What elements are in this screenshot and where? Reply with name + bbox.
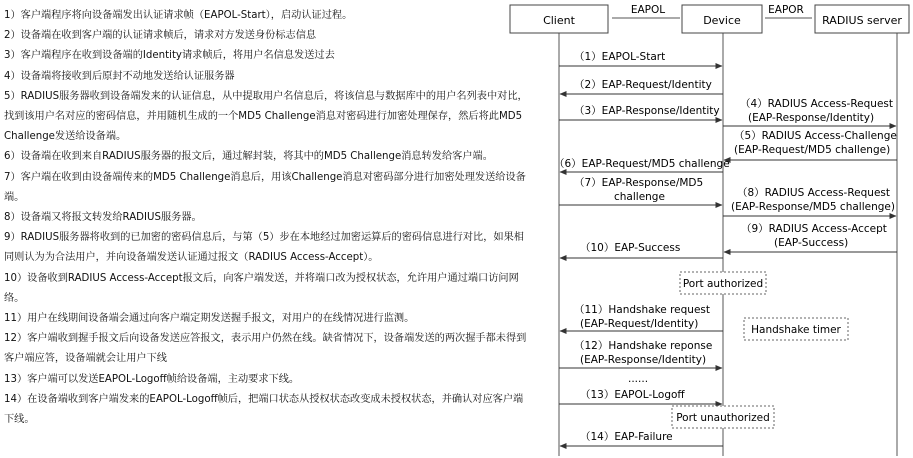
msg-11-label: （11）Handshake request [574, 304, 710, 316]
msg-6-label: （6）EAP-Request/MD5 challenge [554, 158, 730, 170]
step-4: 4）设备端将接收到后原封不动地发送给认证服务器 [4, 70, 235, 82]
eapol-label: EAPOL [630, 4, 666, 16]
port-unauthorized-label: Port unauthorized [676, 412, 770, 424]
msg-2-label: （2）EAP-Request/Identity [574, 79, 712, 91]
device-label: Device [703, 14, 741, 27]
step-2: 2）设备端在收到客户端的认证请求帧后，请求对方发送身份标志信息 [4, 30, 317, 42]
msg-12-label: （12）Handshake reponse [574, 340, 713, 352]
msg-12-sublabel: (EAP-Response/Identity) [580, 354, 707, 366]
msg-4-sublabel: (EAP-Response/Identity) [748, 112, 875, 124]
msg-4-label: （4）RADIUS Access-Request [740, 98, 893, 110]
step-8: 8）设备端又将报文转发给RADIUS服务器。 [4, 212, 202, 224]
msg-11-sublabel: (EAP-Request/Identity) [580, 318, 699, 330]
step-6: 6）设备端在收到来自RADIUS服务器的报文后，通过解封装，将其中的MD5 Challenge消息转发给客户端。 [4, 151, 493, 163]
msg-9-label: （9）RADIUS Access-Accept [741, 223, 887, 235]
port-authorized-label: Port authorized [682, 278, 764, 290]
step-9: 9）RADIUS服务器将收到的已加密的密码信息后，与第（5）步在本地经过加密运算后的密码信息进行对比，如果相同则认为为合法用户，并向设备端发送认证通过报文（RADIUS Access-Accept）。 [4, 232, 524, 264]
msg-9-sublabel: (EAP-Success) [774, 237, 849, 249]
msg-10-label: （10）EAP-Success [580, 242, 681, 254]
step-7: 7）客户端在收到由设备端传来的MD5 Challenge消息后，用该Challenge消息对密码部分进行加密处理发送给设备端。 [4, 171, 526, 203]
step-13: 13）客户端可以发送EAPOL-Logoff帧给设备端，主动要求下线。 [4, 373, 300, 385]
eapor-label: EAPOR [768, 4, 804, 16]
step-1: 1）客户端程序将向设备端发出认证请求帧（EAPOL-Start），启动认证过程。 [4, 10, 353, 21]
msg-13-label: （13）EAPOL-Logoff [580, 389, 685, 401]
msg-3-label: （3）EAP-Response/Identity [574, 105, 720, 117]
msg-8-label: （8）RADIUS Access-Request [737, 187, 890, 199]
step-11: 11）用户在线期间设备端会通过向客户端定期发送握手报文，对用户的在线情况进行监测。 [4, 313, 415, 325]
step-10: 10）设备收到RADIUS Access-Accept报文后，向客户端发送，并将端口改为授权状态，允许用户通过端口访问网络。 [4, 272, 519, 304]
msg-7-label: （7）EAP-Response/MD5 [574, 177, 704, 189]
msg-5-label: （5）RADIUS Access-Challenge [734, 130, 897, 142]
msg-14-label: （14）EAP-Failure [580, 431, 673, 443]
step-12: 12）客户端收到握手报文后向设备发送应答报文，表示用户仍然在线。缺省情况下，设备端发送的两次握手都未得到客户端应答，设备端就会让用户下线 [4, 333, 527, 365]
client-label: Client [543, 14, 575, 27]
msg-5-sublabel: (EAP-Request/MD5 challenge) [734, 144, 891, 156]
msg-8-sublabel: (EAP-Response/MD5 challenge) [731, 201, 895, 213]
msg-1-label: （1）EAPOL-Start [574, 51, 666, 63]
step-14: 14）在设备端收到客户端发来的EAPOL-Logoff帧后，把端口状态从授权状态改变成未授权状态，并确认对应客户端下线。 [4, 393, 524, 426]
ellipsis: ...... [628, 373, 649, 385]
msg-7-sublabel: challenge [614, 191, 665, 203]
step-3: 3）客户端程序在收到设备端的Identity请求帧后，将用户名信息发送过去 [4, 50, 335, 62]
server-label: RADIUS server [822, 14, 902, 27]
handshake-timer-label: Handshake timer [751, 324, 841, 336]
step-5: 5）RADIUS服务器收到设备端发来的认证信息，从中提取用户名信息后，将该信息与数据库中的用户名列表中对比，找到该用户名对应的密码信息，并用随机生成的一个MD5 Challenge消息对密码进行加密处理保存，然后将此MD5 Challenge发送给设备端。 [4, 90, 528, 143]
